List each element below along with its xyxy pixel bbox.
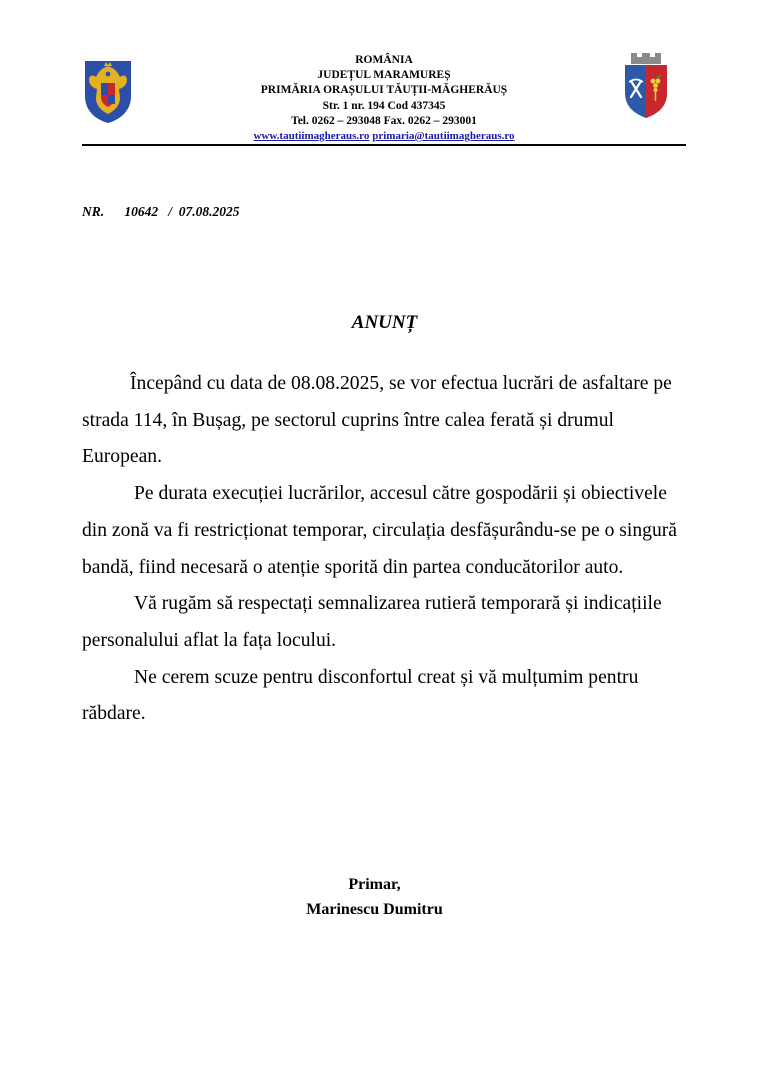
institution-address: Str. 1 nr. 194 Cod 437345 (322, 99, 446, 112)
tautii-magheraus-coat-of-arms-icon (621, 51, 671, 119)
notice-paragraph: Începând cu data de 08.08.2025, se vor efectua lucrări de asfaltare pe strada 114, în Bușag, pe sectorul cuprins între calea ferată și drumul European. (82, 373, 672, 468)
county-name: JUDEȚUL MARAMUREȘ (317, 69, 451, 82)
letterhead (82, 48, 686, 146)
institution-header (142, 53, 626, 144)
email-link[interactable]: primaria@tautiimagheraus.ro (372, 130, 515, 143)
institution-name: PRIMĂRIA ORAȘULUI TĂUȚII-MĂGHERĂUȘ (260, 84, 508, 97)
notice-paragraph: Vă rugăm să respectați semnalizarea rutieră temporară și indicațiile personalului aflat la fața locului. (82, 593, 662, 651)
notice-paragraph: Ne cerem scuze pentru disconfortul creat și vă mulțumim pentru răbdare. (82, 666, 639, 725)
registration-value: 10642 / 07.08.2025 (124, 204, 240, 219)
notice-paragraph: Pe durata execuției lucrărilor, accesul către gospodării și obiectivele din zonă va fi restricționat temporar, circulația desfășurându-se pe o singură bandă, fiind necesară o atenție sporită din partea conducătorilor auto. (82, 483, 677, 578)
country-name: ROMÂNIA (355, 54, 413, 66)
signatory-role: Primar, (348, 876, 401, 893)
contact-links (142, 129, 626, 144)
institution-phone: Tel. 0262 – 293048 Fax. 0262 – 293001 (291, 114, 477, 127)
signature-block (0, 872, 749, 922)
registration-number (82, 204, 240, 220)
header-divider (82, 144, 686, 146)
registration-label: NR. (82, 204, 105, 219)
notice-title: ANUNȚ (351, 312, 418, 333)
website-link[interactable]: www.tautiimagheraus.ro (253, 130, 370, 143)
signatory-name: Marinescu Dumitru (306, 901, 443, 918)
notice-body (82, 366, 694, 733)
romania-coat-of-arms-icon (82, 58, 134, 124)
